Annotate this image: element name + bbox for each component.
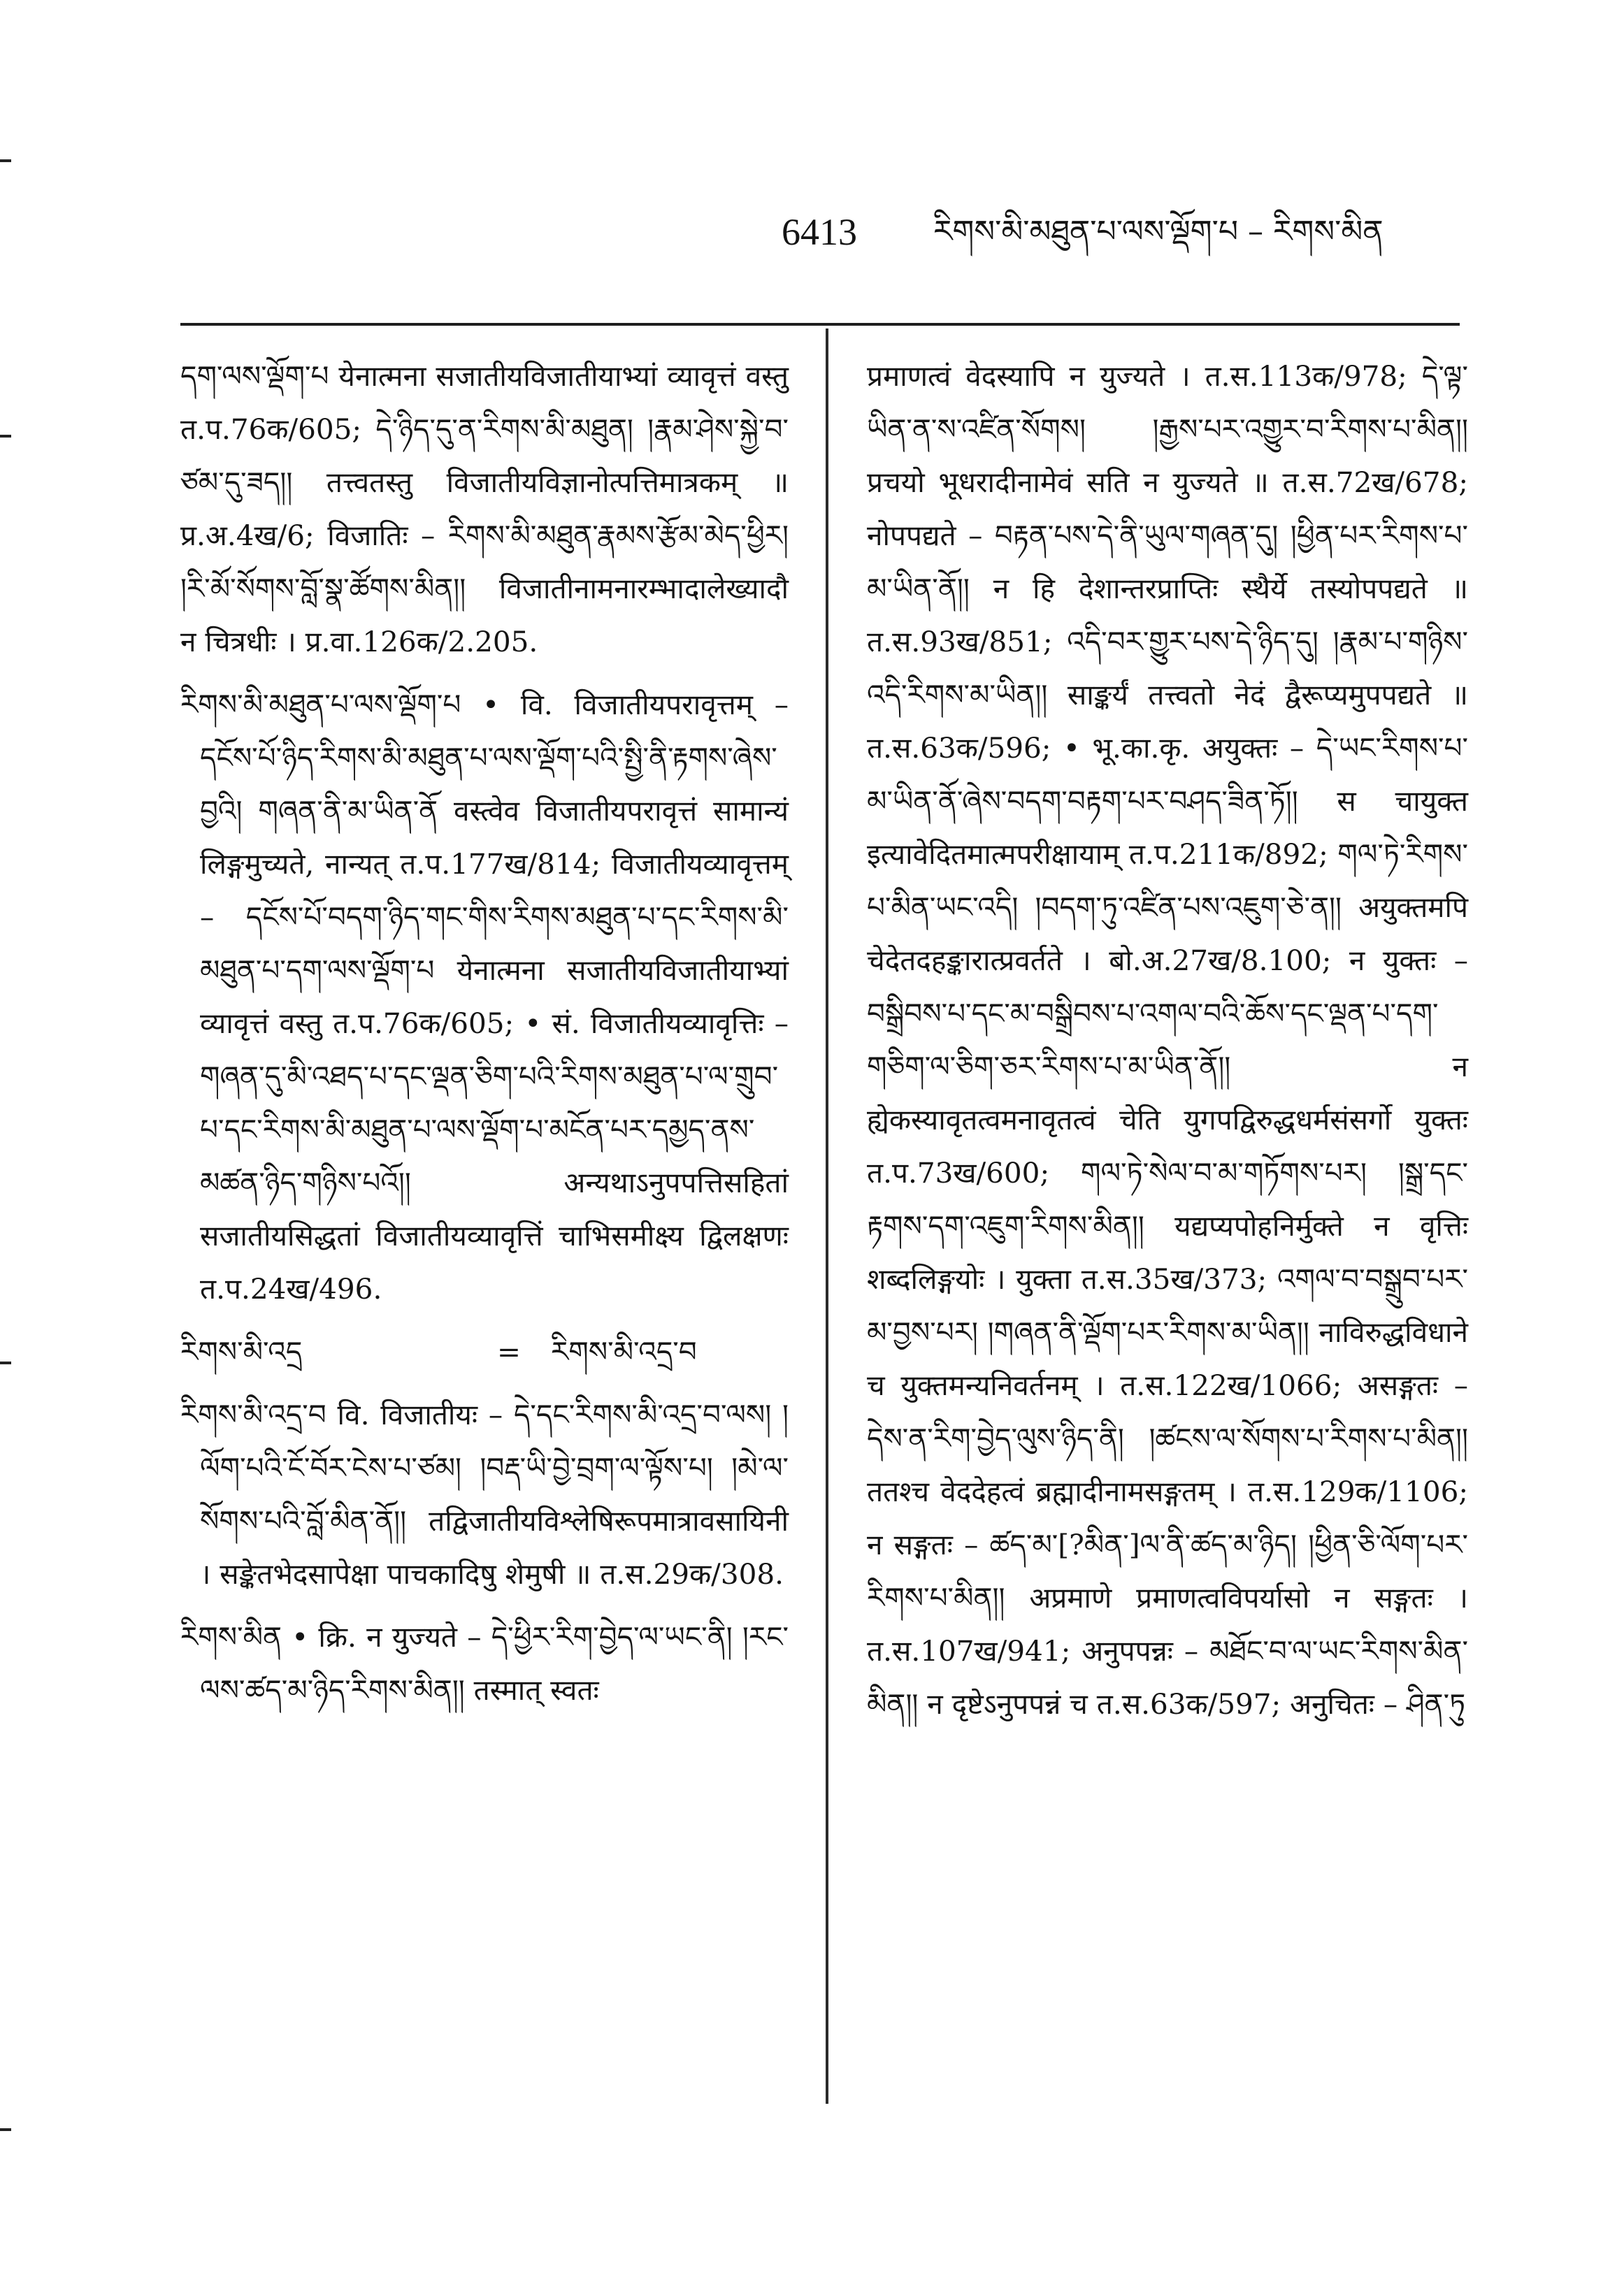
right-column (867, 349, 1468, 1731)
column-divider (826, 328, 828, 2104)
entry-continuation: प्रमाणत्वं वेदस्यापि न युज्यते । त.स.113क/978; དེ་ལྟ་ཡིན་ན་ས་འཛིན་སོགས། །རྒྱས་པར་འགྱུར་བ་རིགས་པ་མིན།། प्रचयो भूधरादीनामेवं सति न युज्यते ॥ त.स.72ख/678; नोपपद्यते – བརྟན་པས་དེ་ནི་ཡུལ་གཞན་དུ། །ཕྱིན་པར་རིགས་པ་མ་ཡིན་ནོ།། न हि देशान्तरप्राप्तिः स्थैर्ये तस्योपपद्यते ॥ त.स.93ख/851; འདི་བར་གྱུར་པས་དེ་ཉིད་དུ། །རྣམ་པ་གཉིས་འདི་རིགས་མ་ཡིན།། साङ्कर्यं तत्त्वतो नेदं द्वैरूप्यमुपपद्यते ॥ त.स.63क/596; • भू.का.कृ. अयुक्तः – དེ་ཡང་རིགས་པ་མ་ཡིན་ནོ་ཞེས་བདག་བརྟག་པར་བཤད་ཟིན་ཏོ།། स चायुक्त इत्यावेदितमात्मपरीक्षायाम् त.प.211क/892; གལ་ཏེ་རིགས་པ་མིན་ཡང་འདི། །བདག་ཏུ་འཛིན་པས་འཇུག་ཅེ་ན།། अयुक्तमपि चेदेतदहङ्कारात्प्रवर्तते । बो.अ.27ख/8.100; न युक्तः – བསྒྲིབས་པ་དང་མ་བསྒྲིབས་པ་འགལ་བའི་ཆོས་དང་ལྡན་པ་དག་གཅིག་ལ་ཅིག་ཅར་རིགས་པ་མ་ཡིན་ནོ།། न ह्येकस्यावृतत्वमनावृतत्वं चेति युगपद्विरुद्धधर्मसंसर्गो युक्तः त.प.73ख/600; གལ་ཏེ་སེལ་བ་མ་གཏོགས་པར། །སྒྲ་དང་རྟགས་དག་འཇུག་རིགས་མིན།། यद्यप्यपोहनिर्मुक्ते न वृत्तिः शब्दलिङ्गयोः । युक्ता त.स.35ख/373; འགལ་བ་བསྒྲུབ་པར་མ་བྱས་པར། །གཞན་ནི་ལྡོག་པར་རིགས་མ་ཡིན།། नाविरुद्धविधाने च युक्तमन्यनिवर्तनम् । त.स.122ख/1066; असङ्गतः – དེས་ན་རིག་བྱེད་ལུས་ཉིད་ནི། །ཚངས་ལ་སོགས་པ་རིགས་པ་མིན།། ततश्च वेददेहत्वं ब्रह्मादीनामसङ्गतम् । त.स.129क/1106; न सङ्गतः – ཚད་མ་[?མིན་]ལ་ནི་ཚད་མ་ཉིད། །ཕྱིན་ཅི་ལོག་པར་རིགས་པ་མིན།། अप्रमाणे प्रमाणत्वविपर्यासो न सङ्गतः । त.स.107ख/941; अनुपपन्नः – མཐོང་བ་ལ་ཡང་རིགས་མིན་མིན།། न दृष्टेऽनुपपन्नं च त.स.63क/597; अनुचितः – ཤིན་ཏུ (867, 359, 1468, 1721)
page-number: 6413 (782, 211, 857, 253)
dictionary-entry: རིགས་མིན • क्रि. न युज्यते – དེ་ཕྱིར་རིག་བྱེད་ལ་ཡང་ནི། །རང་ལས་ཚད་མ་ཉིད་རིགས་མིན།། तस्मात् स्वतः (180, 1620, 789, 1707)
margin-mark (0, 159, 11, 162)
header-rule (180, 323, 1460, 326)
equals-sign: = (497, 1335, 521, 1369)
cross-reference-headword: རིགས་མི་འདྲ (180, 1335, 303, 1369)
margin-mark (0, 435, 11, 438)
running-head: རིགས་མི་མཐུན་པ་ལས་ལྡོག་པ – རིགས་མིན (933, 214, 1384, 250)
dictionary-entry: རིགས་མི་འདྲ་བ वि. विजातीयः – དེ་དང་རིགས་མི་འདྲ་བ་ལས། །ལོག་པའི་ངོ་བོར་ངེས་པ་ཙམ། །བརྡ་ཡི་བྱེ་བྲག་ལ་ལྟོས་པ། །མེ་ལ་སོགས་པའི་བློ་མིན་ནོ།། तद्विजातीयविश्लेषिरूपमात्रावसायिनी । सङ्केतभेदसापेक्षा पाचकादिषु शेमुषी ॥ त.स.29क/308. (180, 1398, 789, 1591)
cross-reference (180, 1325, 789, 1378)
margin-mark (0, 1362, 11, 1364)
margin-mark (0, 2128, 11, 2131)
left-column (180, 349, 789, 1717)
dictionary-entry: རིགས་མི་མཐུན་པ་ལས་ལྡོག་པ • वि. विजातीयपरावृत्तम् – དངོས་པོ་ཉིད་རིགས་མི་མཐུན་པ་ལས་ལྡོག་པའི་སྤྱི་ནི་རྟགས་ཞེས་བྱའི། གཞན་ནི་མ་ཡིན་ནོ वस्त्वेव विजातीयपरावृत्तं सामान्यं लिङ्गमुच्यते, नान्यत् त.प.177ख/814; विजातीयव्यावृत्तम् – དངོས་པོ་བདག་ཉིད་གང་གིས་རིགས་མཐུན་པ་དང་རིགས་མི་མཐུན་པ་དག་ལས་ལྡོག་པ येनात्मना सजातीयविजातीयाभ्यां व्यावृत्तं वस्तु त.प.76क/605; • सं. विजातीयव्यावृत्तिः – གཞན་དུ་མི་འཐད་པ་དང་ལྡན་ཅིག་པའི་རིགས་མཐུན་པ་ལ་གྲུབ་པ་དང་རིགས་མི་མཐུན་པ་ལས་ལྡོག་པ་མངོན་པར་དམྱད་ནས་མཚན་ཉིད་གཉིས་པའོ།། अन्यथाऽनुपपत्तिसहितां सजातीयसिद्धतां विजातीयव्यावृत्तिं चाभिसमीक्ष्य द्विलक्षणः त.प.24ख/496. (180, 688, 789, 1306)
entry-continuation: དག་ལས་ལྡོག་པ येनात्मना सजातीयविजातीयाभ्यां व्यावृत्तं वस्तु त.प.76क/605; དེ་ཉིད་དུ་ན་རིགས་མི་མཐུན། །རྣམ་ཤེས་སྐྱེ་བ་ཙམ་དུ་ཟད།། तत्त्वतस्तु विजातीयविज्ञानोत्पत्तिमात्रकम् ॥ प्र.अ.4ख/6; विजातिः – རིགས་མི་མཐུན་རྣམས་རྩོམ་མེད་ཕྱིར། །རི་མོ་སོགས་བློ་སྣ་ཚོགས་མིན།། विजातीनामनारम्भादालेख्यादौ न चित्रधीः । प्र.वा.126क/2.205. (180, 359, 789, 658)
cross-reference-target: རིགས་མི་འདྲ་བ (551, 1335, 697, 1369)
